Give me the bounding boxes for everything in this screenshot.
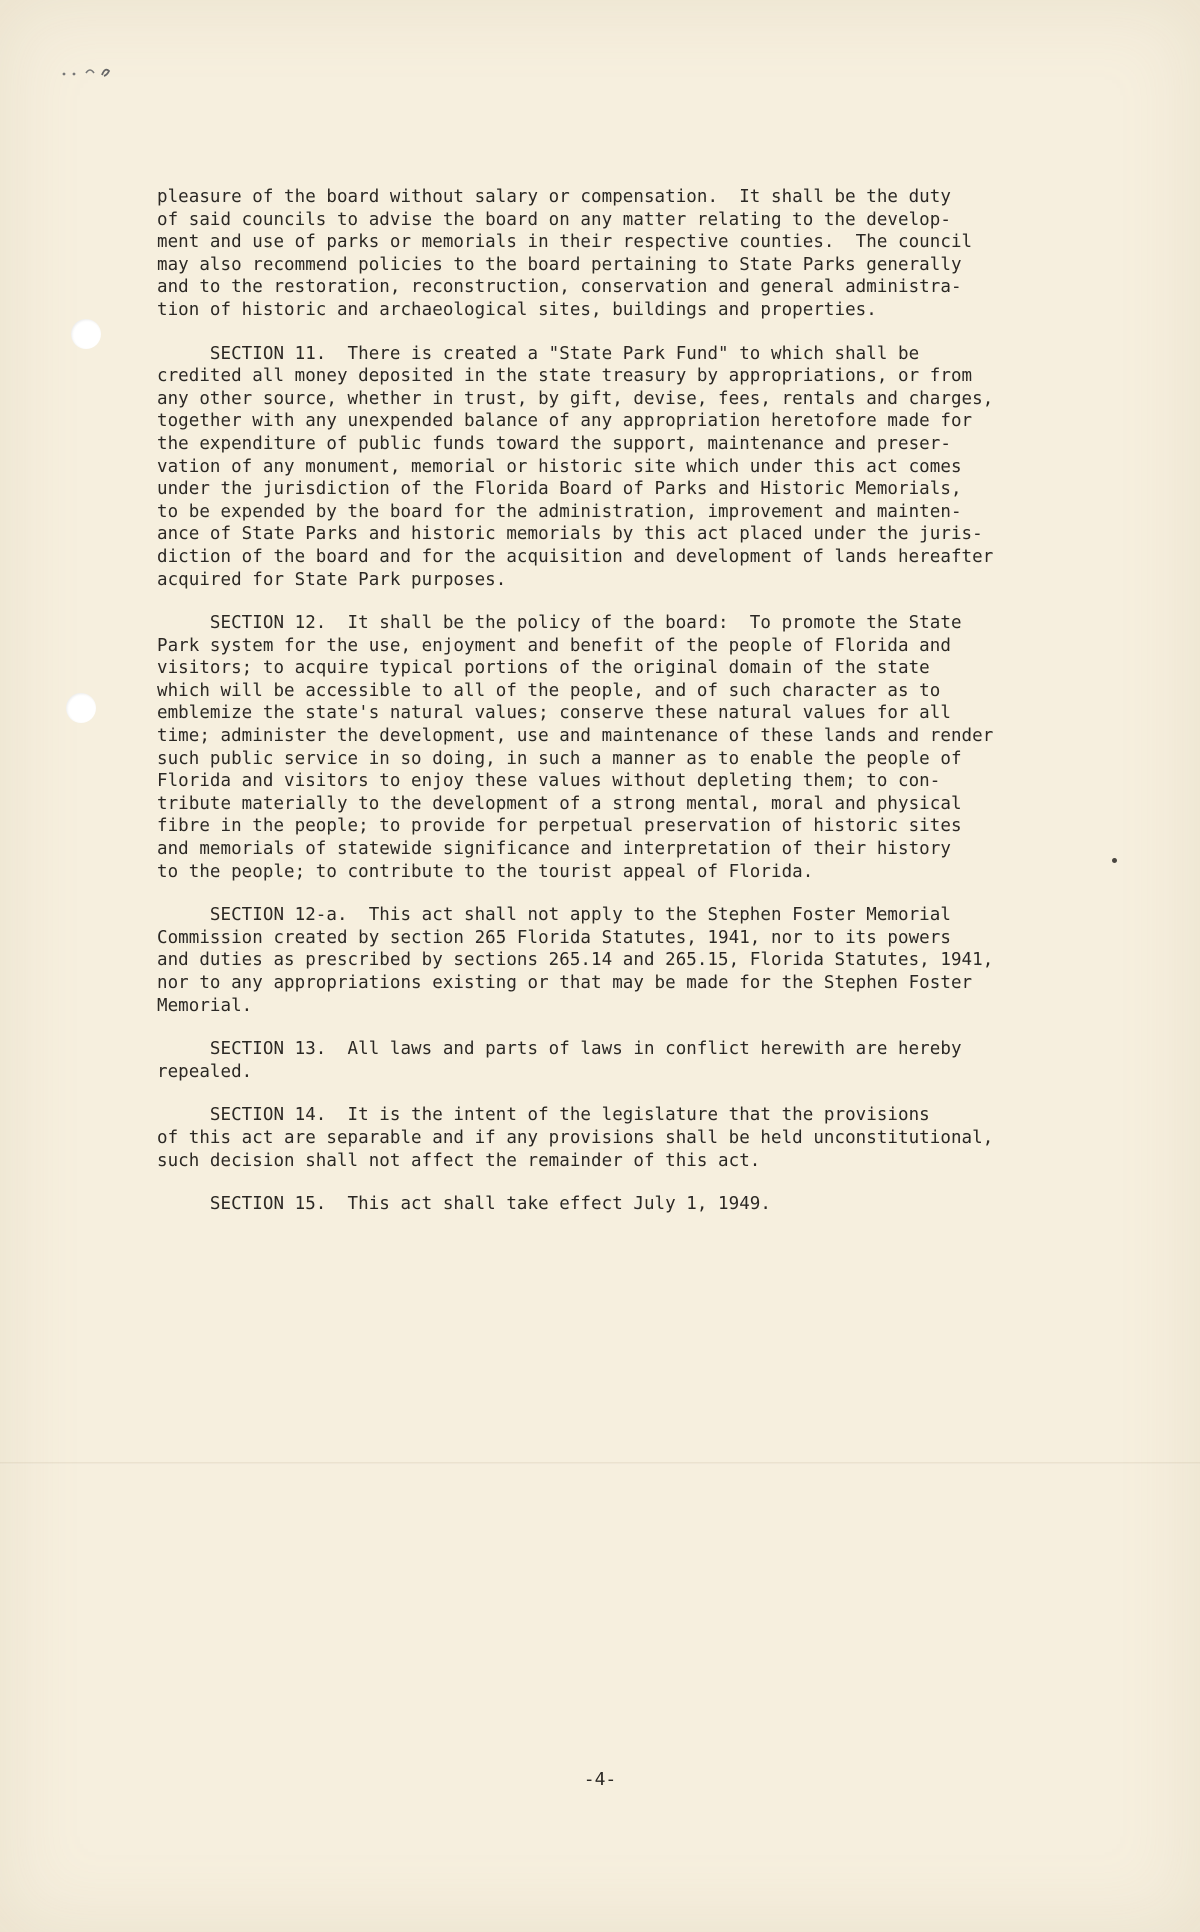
text-line: Florida and visitors to enjoy these values without depleting them; to con- xyxy=(157,771,941,792)
text-line: pleasure of the board without salary or compensation. It shall be the duty xyxy=(157,187,951,207)
text-line: fibre in the people; to provide for perpetual preservation of historic sites xyxy=(157,816,962,837)
text-line: credited all money deposited in the state treasury by appropriations, or from xyxy=(157,366,973,387)
text-line: SECTION 12-a. This act shall not apply to the Stephen Foster Memorial xyxy=(157,905,951,926)
paragraph xyxy=(157,1038,1057,1083)
text-line: to be expended by the board for the administration, improvement and mainten- xyxy=(157,501,962,522)
text-line: vation of any monument, memorial or historic site which under this act comes xyxy=(157,456,962,477)
text-line: visitors; to acquire typical portions of the original domain of the state xyxy=(157,658,930,679)
text-line: such decision shall not affect the remainder of this act. xyxy=(157,1150,761,1171)
text-line: Commission created by section 265 Florida Statutes, 1941, nor to its powers xyxy=(157,927,951,948)
page-number: -4- xyxy=(583,1769,617,1790)
text-line: ance of State Parks and historic memorials by this act placed under the juris- xyxy=(157,524,983,545)
ink-speck xyxy=(1112,858,1117,863)
text-line: may also recommend policies to the board pertaining to State Parks generally xyxy=(157,254,962,275)
paper-fold-line xyxy=(0,1462,1200,1465)
text-line: Park system for the use, enjoyment and benefit of the people of Florida and xyxy=(157,635,951,656)
text-line: together with any unexpended balance of any appropriation heretofore made for xyxy=(157,411,973,432)
text-line: ment and use of parks or memorials in their respective counties. The council xyxy=(157,232,973,253)
paragraph xyxy=(157,1104,1057,1172)
text-line: tion of historic and archaeological sites, buildings and properties. xyxy=(157,299,877,320)
typewritten-body xyxy=(157,186,1057,1216)
text-line: acquired for State Park purposes. xyxy=(157,569,507,590)
text-line: under the jurisdiction of the Florida Board of Parks and Historic Memorials, xyxy=(157,479,962,500)
text-line: such public service in so doing, in such a manner as to enable the people of xyxy=(157,748,962,769)
paragraph xyxy=(157,904,1057,1017)
text-line: repealed. xyxy=(157,1061,253,1082)
text-line: SECTION 15. This act shall take effect July 1, 1949. xyxy=(157,1194,771,1215)
paragraph xyxy=(157,186,1057,322)
text-line: of this act are separable and if any provisions shall be held unconstitutional, xyxy=(157,1127,994,1148)
text-line: nor to any appropriations existing or that may be made for the Stephen Foster xyxy=(157,973,973,993)
paragraph xyxy=(157,1193,1057,1216)
text-line: emblemize the state's natural values; conserve these natural values for all xyxy=(157,703,951,724)
text-line: and to the restoration, reconstruction, conservation and general administra- xyxy=(157,277,962,298)
text-line: SECTION 14. It is the intent of the legislature that the provisions xyxy=(157,1105,930,1126)
paragraph xyxy=(157,343,1057,592)
text-line: and duties as prescribed by sections 265.14 and 265.15, Florida Statutes, 1941, xyxy=(157,950,994,971)
text-line: to the people; to contribute to the tourist appeal of Florida. xyxy=(157,861,814,882)
text-line: which will be accessible to all of the people, and of such character as to xyxy=(157,680,941,701)
punch-hole-middle xyxy=(66,693,96,723)
paragraph xyxy=(157,612,1057,883)
text-line: time; administer the development, use and maintenance of these lands and render xyxy=(157,726,994,747)
text-line: Memorial. xyxy=(157,995,253,1016)
text-line: tribute materially to the development of a strong mental, moral and physical xyxy=(157,793,962,814)
text-line: of said councils to advise the board on any matter relating to the develop- xyxy=(157,209,951,230)
corner-ink-marks xyxy=(58,62,138,82)
text-line: diction of the board and for the acquisition and development of lands hereafter xyxy=(157,546,994,567)
text-line: the expenditure of public funds toward the support, maintenance and preser- xyxy=(157,433,951,454)
text-line: SECTION 11. There is created a "State Park Fund" to which shall be xyxy=(157,343,920,364)
punch-hole-top xyxy=(71,319,101,349)
text-line: SECTION 12. It shall be the policy of the board: To promote the State xyxy=(157,613,962,634)
text-line: and memorials of statewide significance and interpretation of their history xyxy=(157,839,951,860)
text-line: SECTION 13. All laws and parts of laws in conflict herewith are hereby xyxy=(157,1039,962,1060)
text-line: any other source, whether in trust, by gift, devise, fees, rentals and charges, xyxy=(157,388,994,409)
